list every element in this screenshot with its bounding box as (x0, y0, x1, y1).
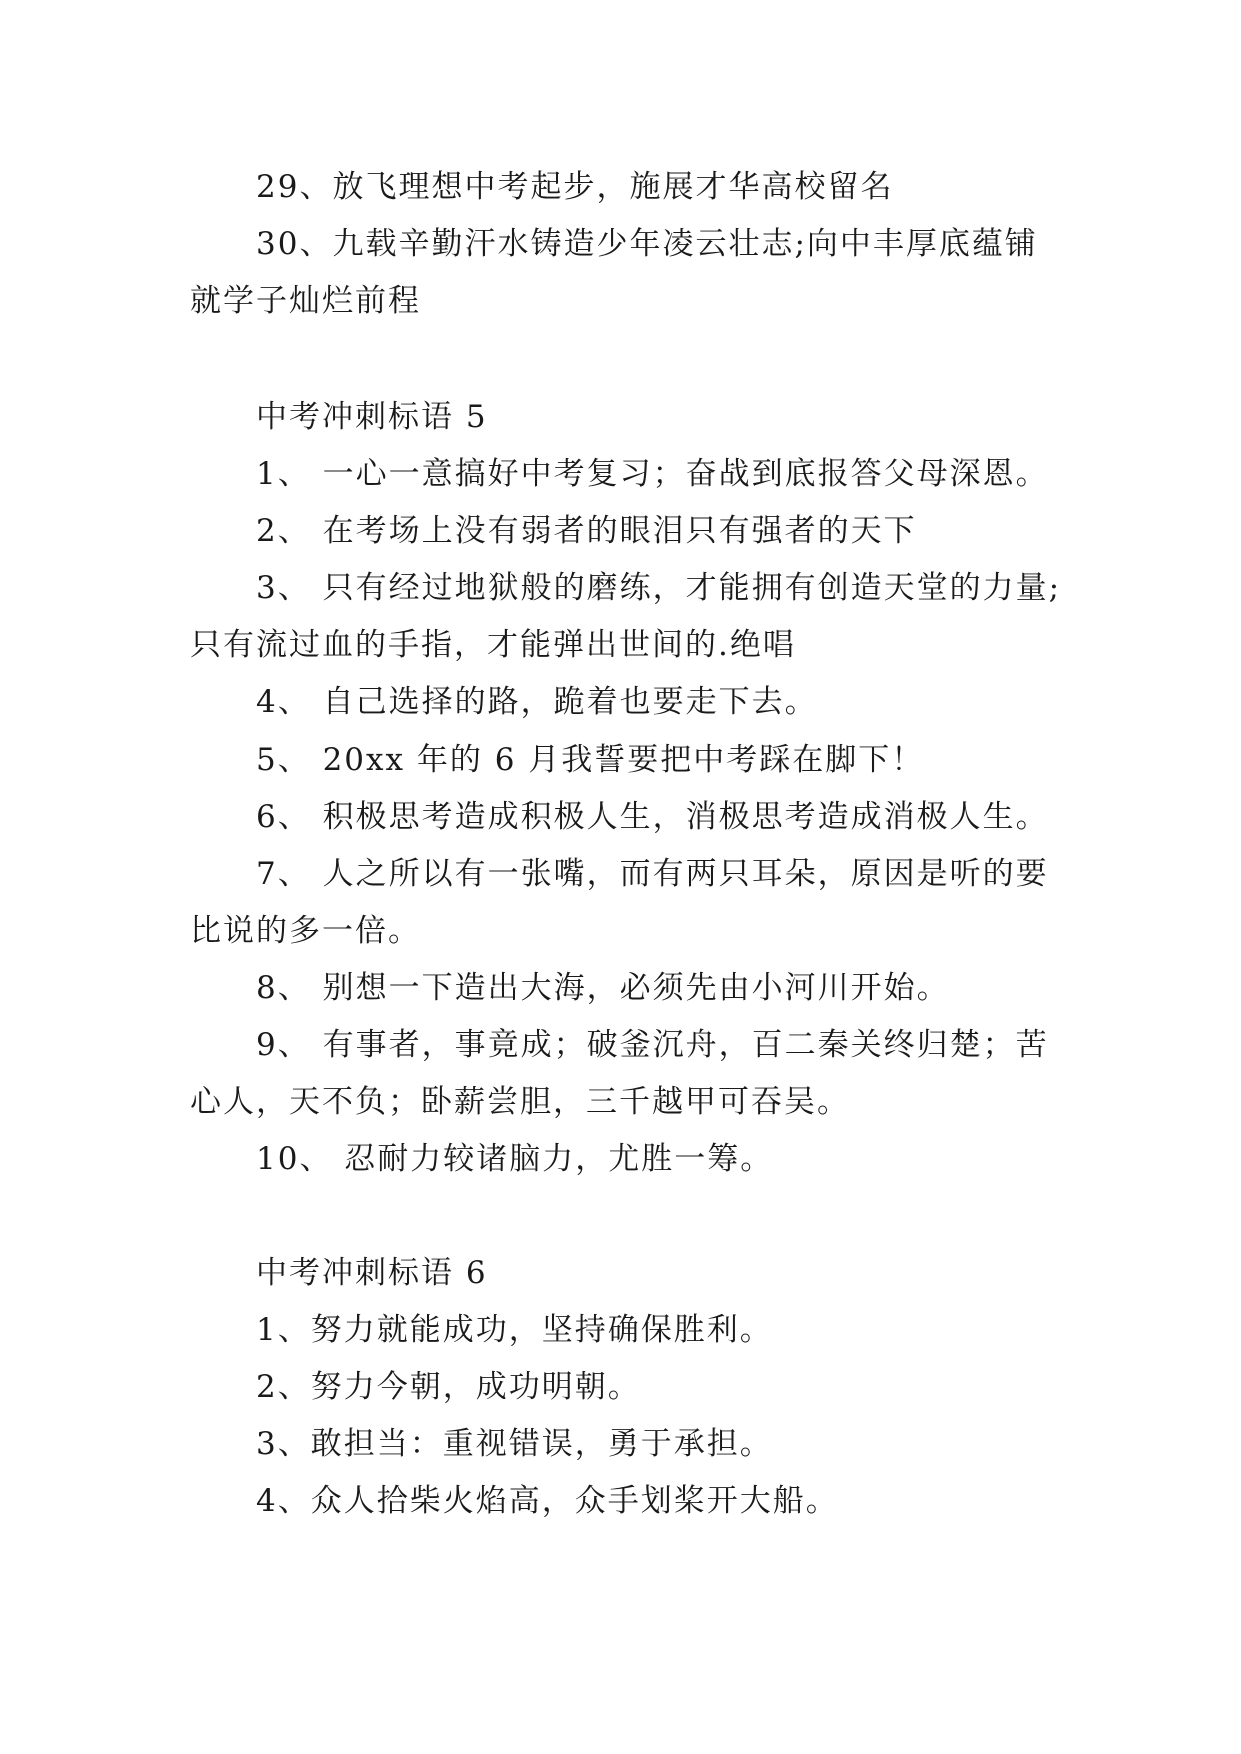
section5-item-3: 3、 只有经过地狱般的磨练，才能拥有创造天堂的力量; (256, 570, 1062, 606)
section5-item-2: 2、 在考场上没有弱者的眼泪只有强者的天下 (256, 513, 917, 549)
section6-item-1: 1、努力就能成功，坚持确保胜利。 (256, 1312, 773, 1348)
section6-item-4: 4、众人拾柴火焰高，众手划桨开大船。 (256, 1483, 839, 1519)
section5-item-1: 1、 一心一意搞好中考复习；奋战到底报答父母深恩。 (256, 456, 1049, 492)
slogan-30-continued: 就学子灿烂前程 (190, 283, 421, 319)
section5-item-7-continued: 比说的多一倍。 (190, 913, 421, 949)
section5-item-3-continued: 只有流过血的手指，才能弹出世间的.绝唱 (190, 627, 796, 663)
section5-item-4: 4、 自己选择的路，跪着也要走下去。 (256, 684, 818, 720)
section-heading-6: 中考冲刺标语 6 (256, 1255, 488, 1291)
section5-item-7: 7、 人之所以有一张嘴，而有两只耳朵，原因是听的要 (256, 856, 1049, 892)
section5-item-6: 6、 积极思考造成积极人生，消极思考造成消极人生。 (256, 799, 1049, 835)
section-heading-5: 中考冲刺标语 5 (256, 399, 488, 435)
section5-item-5: 5、 20xx 年的 6 月我誓要把中考踩在脚下！ (256, 742, 925, 778)
section6-item-2: 2、努力今朝，成功明朝。 (256, 1369, 641, 1405)
slogan-29: 29、放飞理想中考起步，施展才华高校留名 (256, 169, 894, 205)
section5-item-9: 9、 有事者，事竟成；破釜沉舟，百二秦关终归楚；苦 (256, 1027, 1049, 1063)
section5-item-8: 8、 别想一下造出大海，必须先由小河川开始。 (256, 970, 950, 1006)
section5-item-9-continued: 心人，天不负；卧薪尝胆，三千越甲可吞吴。 (190, 1084, 850, 1120)
slogan-30: 30、九载辛勤汗水铸造少年凌云壮志;向中丰厚底蕴铺 (256, 226, 1038, 262)
section5-item-10: 10、 忍耐力较诸脑力，尤胜一筹。 (256, 1141, 774, 1177)
section6-item-3: 3、敢担当：重视错误，勇于承担。 (256, 1426, 773, 1462)
